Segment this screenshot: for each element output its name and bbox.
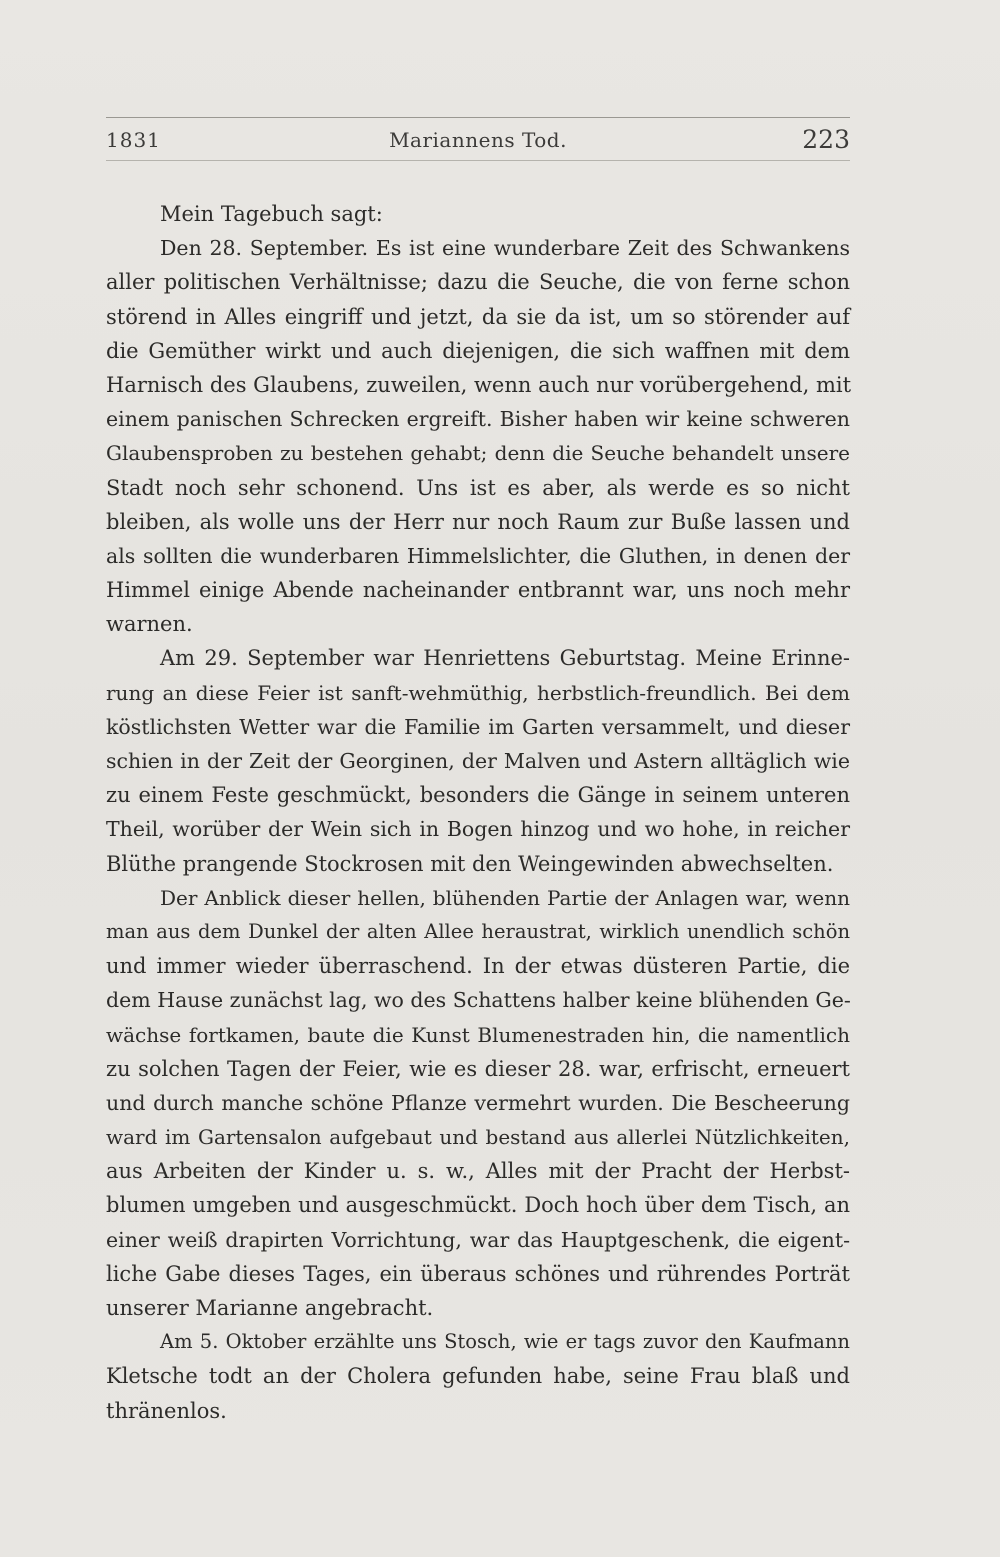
text-line: ward im Gartensalon aufgebaut und bestand aus allerlei Nützlichkeiten, (106, 1125, 850, 1150)
text-line: Harnisch des Glaubens, zuweilen, wenn auch nur vorübergehend, mit (106, 372, 852, 397)
text-line: und durch manche schöne Pflanze vermehrt wurden. Die Bescheerung (106, 1090, 850, 1115)
text-line: die Gemüther wirkt und auch diejenigen, die sich waffnen mit dem (106, 338, 850, 363)
text-line: dem Hause zunächst lag, wo des Schattens halber keine blühenden Ge- (106, 988, 851, 1013)
page-number: 223 (802, 125, 850, 154)
text-line: köstlichsten Wetter war die Familie im Garten versammelt, und dieser (106, 714, 850, 739)
header-bottom-rule (106, 160, 850, 161)
text-line: als sollten die wunderbaren Himmelslichter, die Gluthen, in denen der (106, 543, 850, 568)
running-header (106, 124, 850, 158)
text-line: Kletsche todt an der Cholera gefunden habe, seine Frau blaß und (106, 1364, 850, 1389)
text-line: Mein Tagebuch sagt: (160, 202, 383, 226)
text-line: warnen. (106, 612, 193, 637)
text-line: liche Gabe dieses Tages, ein überaus schönes und rührendes Porträt (106, 1261, 850, 1286)
text-line: blumen umgeben und ausgeschmückt. Doch hoch über dem Tisch, an (106, 1193, 850, 1218)
text-line: bleiben, als wolle uns der Herr nur noch Raum zur Buße lassen und (106, 509, 850, 534)
text-line: zu einem Feste geschmückt, besonders die Gänge in seinem unteren (106, 783, 850, 808)
text-line: rung an diese Feier ist sanft-wehmüthig, herbstlich-freundlich. Bei dem (106, 680, 850, 705)
text-line: einem panischen Schrecken ergreift. Bisher haben wir keine schweren (106, 407, 850, 432)
text-line: Am 5. Oktober erzählte uns Stosch, wie er tags zuvor den Kaufmann (160, 1330, 850, 1354)
text-line: Himmel einige Abende nacheinander entbrannt war, uns noch mehr (106, 578, 850, 603)
text-line: unserer Marianne angebracht. (106, 1296, 434, 1320)
header-title: Mariannens Tod. (389, 128, 567, 152)
text-line: einer weiß drapirten Vorrichtung, war das Hauptgeschenk, die eigent- (106, 1227, 850, 1252)
text-line: Theil, worüber der Wein sich in Bogen hinzog und wo hohe, in reicher (106, 817, 850, 842)
text-line: schien in der Zeit der Georginen, der Malven und Astern alltäglich wie (106, 749, 850, 773)
text-line: man aus dem Dunkel der alten Allee heraustrat, wirklich unendlich schön (106, 919, 850, 943)
text-line: thränenlos. (106, 1398, 227, 1423)
text-line: Der Anblick dieser hellen, blühenden Partie der Anlagen war, wenn (160, 885, 850, 910)
body-text (106, 197, 850, 1428)
header-year: 1831 (106, 128, 161, 152)
header-top-rule (106, 117, 850, 118)
text-line: und immer wieder überraschend. In der etwas düsteren Partie, die (106, 954, 850, 979)
text-line: wächse fortkamen, baute die Kunst Blumenestraden hin, die namentlich (106, 1022, 850, 1047)
text-line: zu solchen Tagen der Feier, wie es dieser 28. war, erfrischt, erneuert (106, 1056, 850, 1081)
text-line: Blüthe prangende Stockrosen mit den Weingewinden abwechselten. (106, 851, 834, 876)
text-line: aller politischen Verhältnisse; dazu die Seuche, die von ferne schon (106, 270, 850, 295)
text-line: aus Arbeiten der Kinder u. s. w., Alles mit der Pracht der Herbst- (106, 1159, 850, 1184)
text-line: Stadt noch sehr schonend. Uns ist es aber, als werde es so nicht (106, 475, 850, 500)
text-line: Am 29. September war Henriettens Geburtstag. Meine Erinne- (160, 646, 850, 671)
text-line: störend in Alles eingriff und jetzt, da sie da ist, um so störender auf (106, 304, 850, 329)
text-line: Den 28. September. Es ist eine wunderbare Zeit des Schwankens (160, 236, 850, 261)
text-line: Glaubensproben zu bestehen gehabt; denn die Seuche behandelt unsere (106, 441, 850, 466)
